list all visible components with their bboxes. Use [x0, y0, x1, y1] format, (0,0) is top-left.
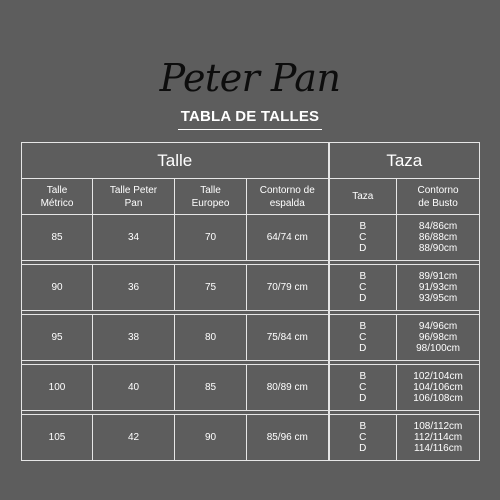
busto-value: 98/100cm — [416, 343, 460, 354]
taza-value: D — [359, 243, 367, 254]
cell-talle-europeo: 90 — [175, 415, 247, 461]
taza-value: B — [359, 271, 367, 282]
group-header-taza: Taza — [329, 143, 480, 179]
busto-value: 102/104cm — [413, 371, 463, 382]
cell-contorno-espalda: 75/84 cm — [247, 315, 329, 361]
taza-value: D — [359, 343, 367, 354]
taza-list — [359, 421, 366, 454]
busto-value: 93/95cm — [418, 293, 458, 304]
busto-value: 96/98cm — [418, 332, 458, 343]
cell-contorno-busto — [397, 265, 480, 311]
cell-contorno-busto — [397, 415, 480, 461]
taza-list — [359, 371, 366, 404]
col-header-talle-europeo: Talle Europeo — [175, 179, 247, 215]
cell-taza — [329, 415, 397, 461]
table-row — [22, 415, 480, 461]
busto-value: 84/86cm — [418, 221, 458, 232]
size-chart-table — [21, 142, 480, 461]
cell-contorno-espalda: 80/89 cm — [247, 365, 329, 411]
cell-contorno-espalda: 70/79 cm — [247, 265, 329, 311]
col-header-talle-metrico: Talle Métrico — [22, 179, 93, 215]
group-header-talle: Talle — [22, 143, 329, 179]
taza-value: D — [359, 393, 367, 404]
table-row — [22, 265, 480, 311]
cell-talle-metrico: 105 — [22, 415, 93, 461]
cell-talle-metrico: 95 — [22, 315, 93, 361]
taza-value: C — [359, 332, 367, 343]
size-rows — [22, 215, 480, 461]
busto-value: 88/90cm — [418, 243, 458, 254]
taza-value: D — [359, 293, 367, 304]
cell-talle-europeo: 75 — [175, 265, 247, 311]
busto-value: 86/88cm — [418, 232, 458, 243]
cell-talle-metrico: 90 — [22, 265, 93, 311]
busto-value: 104/106cm — [413, 382, 463, 393]
col-header-taza: Taza — [329, 179, 397, 215]
col-header-contorno-espalda: Contorno de espalda — [247, 179, 329, 215]
busto-list — [416, 321, 460, 354]
taza-value: B — [359, 421, 367, 432]
busto-value: 112/114cm — [414, 432, 463, 443]
busto-value: 89/91cm — [418, 271, 458, 282]
page-title-wrap — [0, 108, 500, 130]
taza-value: B — [359, 321, 367, 332]
busto-value: 108/112cm — [413, 421, 463, 432]
cell-talle-metrico: 100 — [22, 365, 93, 411]
busto-list — [413, 371, 462, 404]
cell-taza — [329, 315, 397, 361]
table-row — [22, 215, 480, 261]
taza-value: B — [359, 371, 367, 382]
taza-value: C — [359, 282, 367, 293]
cell-talle-europeo: 70 — [175, 215, 247, 261]
cell-taza — [329, 265, 397, 311]
busto-list — [419, 221, 457, 254]
cell-talle-europeo: 85 — [175, 365, 247, 411]
taza-list — [359, 321, 366, 354]
busto-value: 91/93cm — [418, 282, 458, 293]
busto-list — [419, 271, 457, 304]
taza-list — [359, 221, 366, 254]
cell-contorno-espalda: 85/96 cm — [247, 415, 329, 461]
cell-talle-europeo: 80 — [175, 315, 247, 361]
taza-value: C — [359, 382, 367, 393]
cell-taza — [329, 215, 397, 261]
cell-contorno-busto — [397, 365, 480, 411]
taza-value: C — [359, 432, 367, 443]
cell-contorno-busto — [397, 315, 480, 361]
cell-talle-peter-pan: 38 — [93, 315, 175, 361]
busto-list — [414, 421, 463, 454]
table-row — [22, 315, 480, 361]
taza-value: B — [359, 221, 367, 232]
cell-talle-peter-pan: 36 — [93, 265, 175, 311]
cell-talle-metrico: 85 — [22, 215, 93, 261]
taza-value: C — [359, 232, 367, 243]
cell-talle-peter-pan: 40 — [93, 365, 175, 411]
taza-value: D — [359, 443, 367, 454]
cell-contorno-busto — [397, 215, 480, 261]
page-title: TABLA DE TALLES — [178, 108, 323, 130]
cell-talle-peter-pan: 34 — [93, 215, 175, 261]
col-header-contorno-busto: Contorno de Busto — [397, 179, 480, 215]
col-header-talle-peter-pan: Talle Peter Pan — [93, 179, 175, 215]
table-row — [22, 365, 480, 411]
cell-contorno-espalda: 64/74 cm — [247, 215, 329, 261]
cell-talle-peter-pan: 42 — [93, 415, 175, 461]
brand-logo: Peter Pan — [159, 56, 341, 100]
cell-taza — [329, 365, 397, 411]
busto-value: 106/108cm — [413, 393, 463, 404]
taza-list — [359, 271, 366, 304]
busto-value: 94/96cm — [418, 321, 458, 332]
busto-value: 114/116cm — [414, 443, 463, 454]
